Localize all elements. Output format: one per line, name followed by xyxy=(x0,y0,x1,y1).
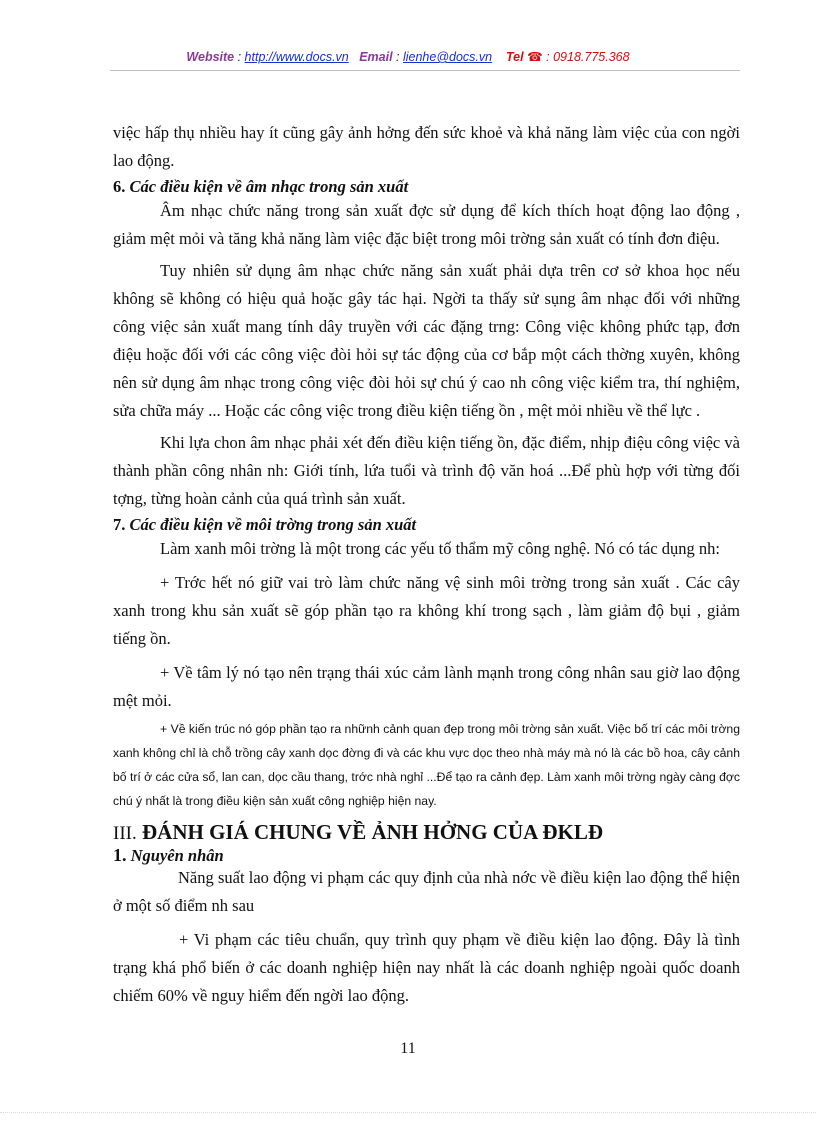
phone-icon: ☎ xyxy=(527,50,543,64)
tel-label: Tel xyxy=(506,50,524,64)
email-label: Email xyxy=(359,50,393,64)
website-label: Website xyxy=(186,50,235,64)
website-sep: : xyxy=(234,50,245,64)
section-title: Các điều kiện về âm nhạc trong sản xuất xyxy=(129,177,409,196)
bullet-item: + Vi phạm các tiêu chuẩn, quy trình quy phạm về điều kiện lao động. Đây là tình trạng khá phổ biến ở các doanh nghiệp hiện nay nhất là các doanh nghiệp ngoài quốc doanh chiếm 60% về nguy hiểm đến ngời lao động. xyxy=(113,930,740,1005)
bullet-item-small: + Về kiến trúc nó góp phần tạo ra nhữnh cảnh quan đẹp trong môi trờng sản xuất. Việc bố trí các môi trờng xanh không chỉ là chỗ trồng cây xanh dọc đờng đi và các khu vực dọc theo nhà máy mà nó là các bồ hoa, cây cảnh bố trí ở các cửa sổ, lan can, dọc cầu thang, trớc nhà nghỉ ...Để tạo ra cảnh đẹp. Làm xanh môi trờng ngày càng đợc chú ý nhất là trong điều kiện sản xuất công nghiệp hiện nay. xyxy=(113,722,740,808)
subsection-number: 1. xyxy=(113,845,127,865)
chapter-title: ĐÁNH GIÁ CHUNG VỀ ẢNH HỞNG CỦA ĐKLĐ xyxy=(141,820,604,844)
email-sep: : xyxy=(392,50,403,64)
page-number: 11 xyxy=(400,1040,416,1057)
paragraph: Âm nhạc chức năng trong sản xuất đợc sử dụng để kích thích hoạt động lao động , giảm mệt mỏi và tăng khả năng làm việc đặc biệt trong môi trờng sản xuất có tính đơn điệu. xyxy=(113,201,740,248)
bullet-item: + Về tâm lý nó tạo nên trạng thái xúc cảm lành mạnh trong công nhân sau giờ lao động mệt mỏi. xyxy=(113,663,740,710)
paragraph: việc hấp thụ nhiều hay ít cũng gây ảnh hởng đến sức khoẻ và khả năng làm việc của con ngời lao động. xyxy=(113,123,740,170)
document-body xyxy=(113,119,740,1010)
subsection-title: Nguyên nhân xyxy=(130,846,224,865)
paragraph: Làm xanh môi trờng là một trong các yếu tố thẩm mỹ công nghệ. Nó có tác dụng nh: xyxy=(160,539,720,558)
paragraph: Năng suất lao động vi phạm các quy định của nhà nớc về điều kiện lao động thể hiện ở một số điểm nh sau xyxy=(113,868,740,915)
header-divider xyxy=(110,70,740,71)
section-number: 6. xyxy=(113,177,126,196)
chapter-heading xyxy=(113,819,740,847)
paragraph: Tuy nhiên sử dụng âm nhạc chức năng sản xuất phải dựa trên cơ sở khoa học nếu không sẽ không có hiệu quả hoặc gây tác hại. Ngời ta thấy sử sụng âm nhạc đối với những công việc sản xuất mang tính dây truyền với các đặng trng: Công việc không phức tạp, đơn điệu hoặc đối với các công việc đòi hỏi sự tác động của cơ bắp một cách thờng xuyên, không nên sử dụng âm nhạc trong công việc đòi hỏi sự chú ý cao nh công việc kiểm tra, thí nghiệm, sửa chữa máy ... Hoặc các công việc trong điều kiện tiếng ồn , mệt mỏi nhiều về thể lực . xyxy=(113,261,740,420)
section-number: 7. xyxy=(113,515,126,534)
tel-sep: : xyxy=(542,50,554,64)
footer-divider xyxy=(0,1112,816,1113)
paragraph: Khi lựa chon âm nhạc phải xét đến điều kiện tiếng ồn, đặc điểm, nhịp điệu công việc và thành phần công nhân nh: Giới tính, lứa tuổi và trình độ văn hoá ...Để phù hợp với từng đối tợng, từng hoàn cảnh của quá trình sản xuất. xyxy=(113,433,740,508)
email-link[interactable]: lienhe@docs.vn xyxy=(402,50,493,64)
section-7-heading xyxy=(113,515,740,535)
page-header xyxy=(0,49,816,64)
bullet-item: + Trớc hết nó giữ vai trò làm chức năng vệ sinh môi trờng trong sản xuất . Các cây xanh trong khu sản xuất sẽ góp phần tạo ra không khí trong sạch , làm giảm độ bụi , giảm tiếng ồn. xyxy=(113,573,740,648)
section-6-heading xyxy=(113,177,740,197)
section-title: Các điều kiện về môi trờng trong sản xuất xyxy=(129,515,417,534)
subsection-heading xyxy=(113,847,740,864)
website-link[interactable]: http://www.docs.vn xyxy=(244,50,349,64)
phone-number: 0918.775.368 xyxy=(553,50,630,64)
roman-numeral: III. xyxy=(113,823,137,844)
